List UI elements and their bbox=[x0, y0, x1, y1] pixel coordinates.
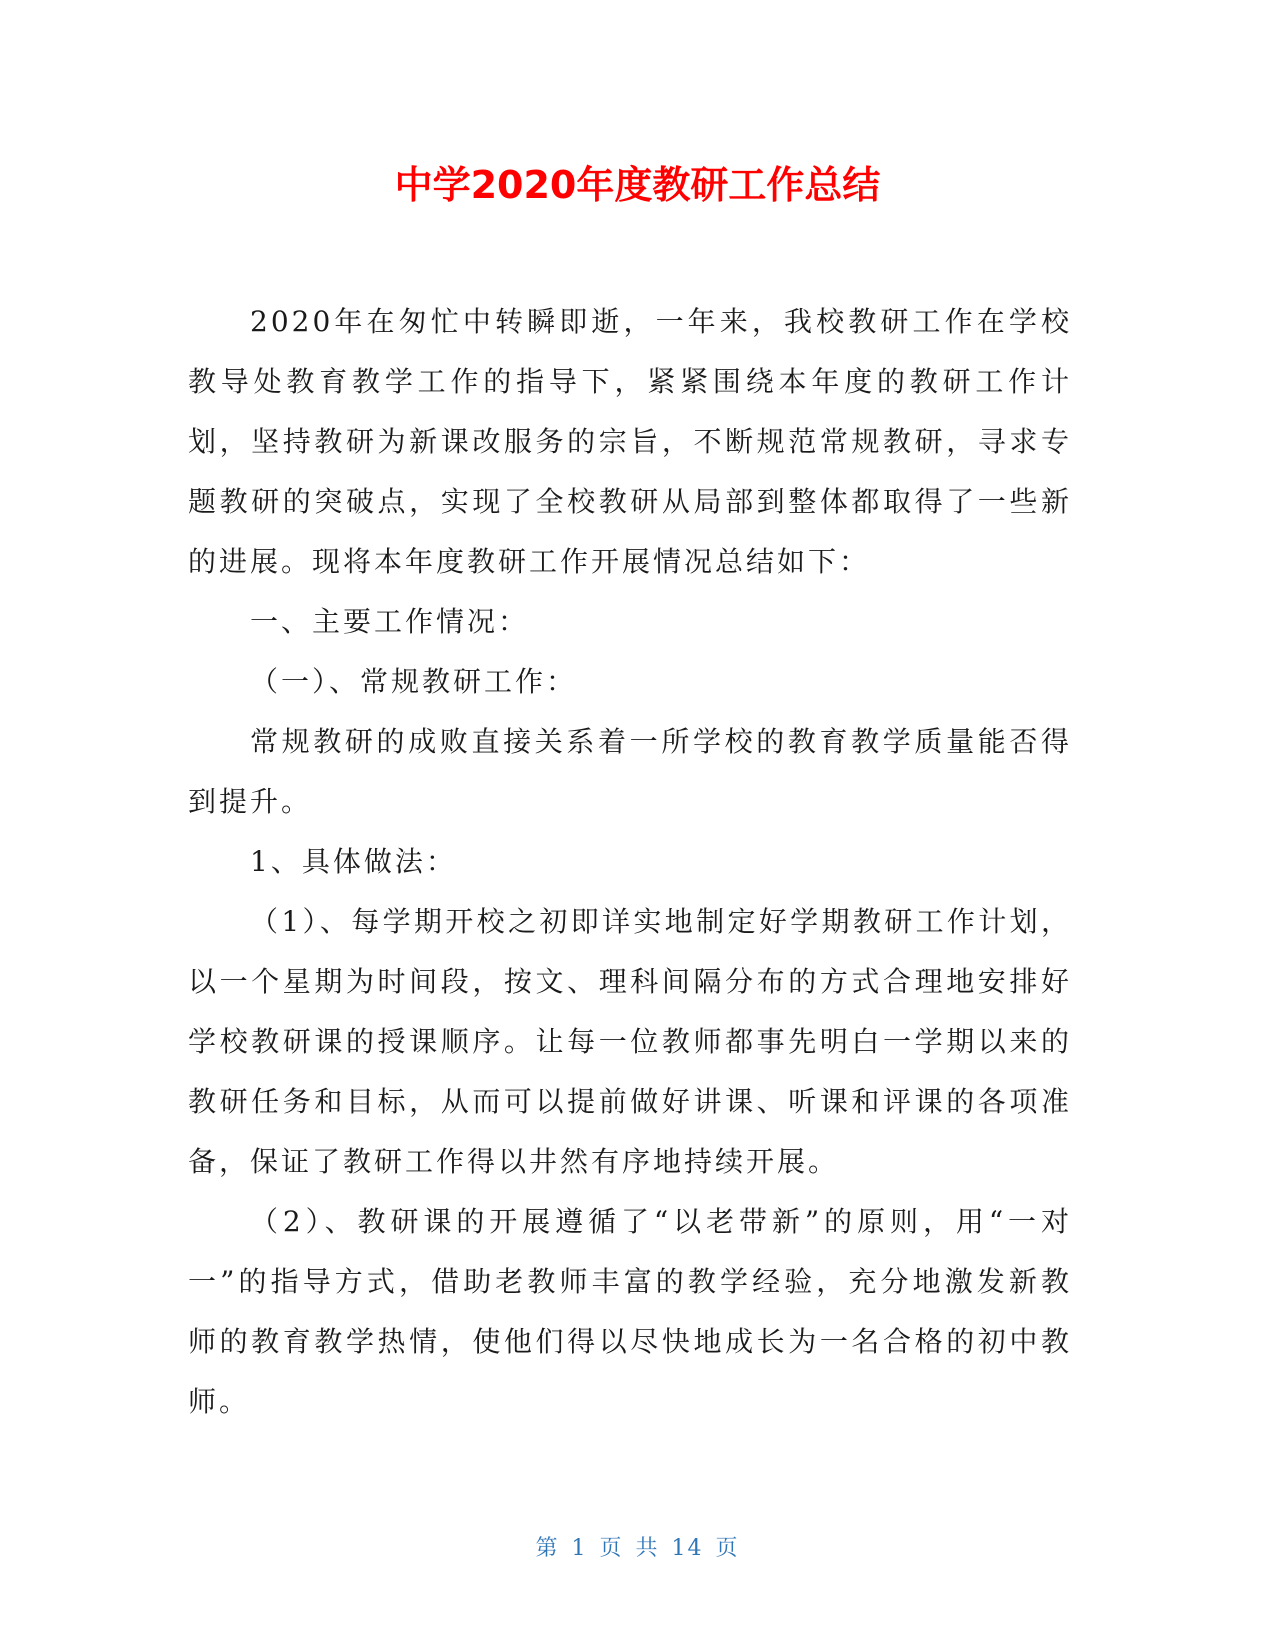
footer-total-unit: 页 bbox=[715, 1536, 740, 1561]
document-title: 中学2020年度教研工作总结 bbox=[394, 163, 881, 207]
document-body bbox=[188, 292, 1072, 1432]
heading-main-work: 一、主要工作情况： bbox=[250, 605, 530, 638]
footer-page-unit: 页 bbox=[599, 1536, 624, 1561]
paragraph-intro: 2020年在匆忙中转瞬即逝，一年来，我校教研工作在学校教导处教育教学工作的指导下，紧紧围绕本年度的教研工作计划，坚持教研为新课改服务的宗旨，不断规范常规教研，寻求专题教研的突破点，实现了全校教研从局部到整体都取得了一些新的进展。现将本年度教研工作开展情况总结如下： bbox=[188, 305, 1072, 578]
footer-total-label: 共 bbox=[635, 1536, 660, 1561]
paragraph-method-1: （1）、每学期开校之初即详实地制定好学期教研工作计划，以一个星期为时间段，按文、理科间隔分布的方式合理地安排好学校教研课的授课顺序。让每一位教师都事先明白一学期以来的教研任务和目标，从而可以提前做好讲课、听课和评课的各项准备，保证了教研工作得以井然有序地持续开展。 bbox=[188, 905, 1072, 1178]
heading-routine-research: （一）、常规教研工作： bbox=[250, 665, 578, 698]
paragraph-method-2: （2）、教研课的开展遵循了“以老带新”的原则，用“一对一”的指导方式，借助老教师丰富的教学经验，充分地激发新教师的教育教学热情，使他们得以尽快地成长为一名合格的初中教师。 bbox=[188, 1205, 1072, 1418]
footer-page-label: 第 bbox=[535, 1536, 560, 1561]
page-footer bbox=[0, 1534, 1275, 1564]
paragraph-routine-research: 常规教研的成败直接关系着一所学校的教育教学质量能否得到提升。 bbox=[188, 725, 1072, 818]
heading-specific-methods: 1、具体做法： bbox=[250, 845, 457, 878]
footer-current-page: 1 bbox=[571, 1536, 588, 1561]
footer-total-pages: 14 bbox=[671, 1536, 704, 1561]
